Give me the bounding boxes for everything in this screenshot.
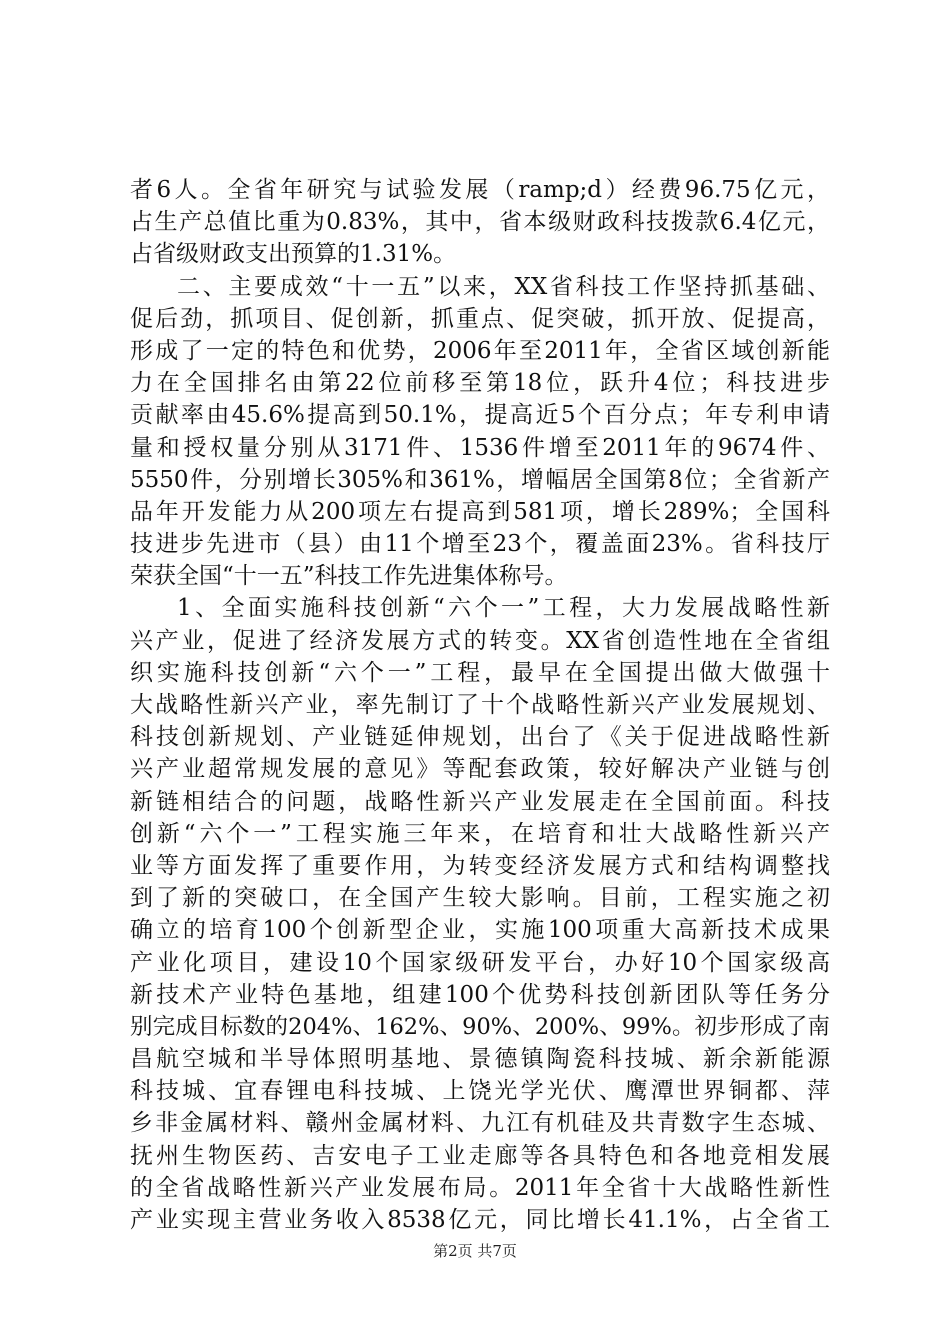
text-line: 科技城、宜春锂电科技城、上饶光学光伏、鹰潭世界铜都、萍 bbox=[130, 1078, 830, 1105]
text-line: 创新“六个一”工程实施三年来，在培育和壮大战略性新兴产 bbox=[130, 820, 830, 847]
text-line: 产业实现主营业务收入8538亿元，同比增长41.1%，占全省工 bbox=[130, 1207, 830, 1233]
text-line: 者6人。全省年研究与试验发展（ramp;d）经费96.75亿元， bbox=[130, 177, 830, 203]
text-line: 荣获全国“十一五”科技工作先进集体称号。 bbox=[130, 563, 568, 590]
text-line: 二、主要成效“十一五”以来，XX省科技工作坚持抓基础、 bbox=[177, 273, 830, 300]
text-line: 到了新的突破口，在全国产生较大影响。目前，工程实施之初 bbox=[130, 885, 830, 912]
text-line: 抚州生物医药、吉安电子工业走廊等各具特色和各地竞相发展 bbox=[130, 1142, 830, 1169]
text-line: 科技创新规划、产业链延伸规划，出台了《关于促进战略性新 bbox=[130, 724, 830, 751]
text-line: 形成了一定的特色和优势，2006年至2011年，全省区域创新能 bbox=[130, 337, 830, 364]
text-line: 1、全面实施科技创新“六个一”工程，大力发展战略性新 bbox=[177, 595, 830, 622]
text-line: 量和授权量分别从3171件、1536件增至2011年的9674件、 bbox=[130, 434, 830, 461]
text-line: 业等方面发挥了重要作用，为转变经济发展方式和结构调整找 bbox=[130, 852, 830, 879]
text-line: 织实施科技创新“六个一”工程，最早在全国提出做大做强十 bbox=[130, 659, 830, 686]
body-text bbox=[130, 174, 830, 1236]
text-line: 确立的培育100个创新型企业，实施100项重大高新技术成果 bbox=[130, 917, 830, 944]
text-line: 品年开发能力从200项左右提高到581项，增长289%；全国科 bbox=[130, 498, 830, 525]
text-line: 占生产总值比重为0.83%，其中，省本级财政科技拨款6.4亿元， bbox=[130, 209, 830, 236]
page-footer: 第2页 共7页 bbox=[433, 1242, 517, 1260]
text-line: 5550件，分别增长305%和361%，增幅居全国第8位；全省新产 bbox=[130, 466, 830, 493]
text-line: 乡非金属材料、赣州金属材料、九江有机硅及共青数字生态城、 bbox=[130, 1110, 830, 1137]
text-line: 的全省战略性新兴产业发展布局。2011年全省十大战略性新性 bbox=[130, 1174, 830, 1201]
text-line: 技进步先进市（县）由11个增至23个，覆盖面23%。省科技厅 bbox=[130, 531, 830, 558]
text-line: 新技术产业特色基地，组建100个优势科技创新团队等任务分 bbox=[130, 981, 830, 1008]
text-line: 兴产业，促进了经济发展方式的转变。XX省创造性地在全省组 bbox=[130, 627, 830, 654]
text-line: 贡献率由45.6%提高到50.1%，提高近5个百分点；年专利申请 bbox=[130, 402, 830, 429]
text-line: 大战略性新兴产业，率先制订了十个战略性新兴产业发展规划、 bbox=[130, 692, 830, 718]
text-line: 新链相结合的问题，战略性新兴产业发展走在全国前面。科技 bbox=[130, 788, 830, 815]
text-line: 昌航空城和半导体照明基地、景德镇陶瓷科技城、新余新能源 bbox=[130, 1046, 830, 1073]
text-line: 力在全国排名由第22位前移至第18位，跃升4位；科技进步 bbox=[130, 370, 830, 397]
text-line: 兴产业超常规发展的意见》等配套政策，较好解决产业链与创 bbox=[130, 756, 830, 783]
text-line: 占省级财政支出预算的1.31%。 bbox=[130, 241, 457, 268]
text-line: 产业化项目，建设10个国家级研发平台，办好10个国家级高 bbox=[130, 949, 830, 976]
text-line: 别完成目标数的204%、162%、90%、200%、99%。初步形成了南 bbox=[130, 1013, 830, 1040]
text-line: 促后劲，抓项目、促创新，抓重点、促突破，抓开放、促提高， bbox=[130, 305, 830, 332]
